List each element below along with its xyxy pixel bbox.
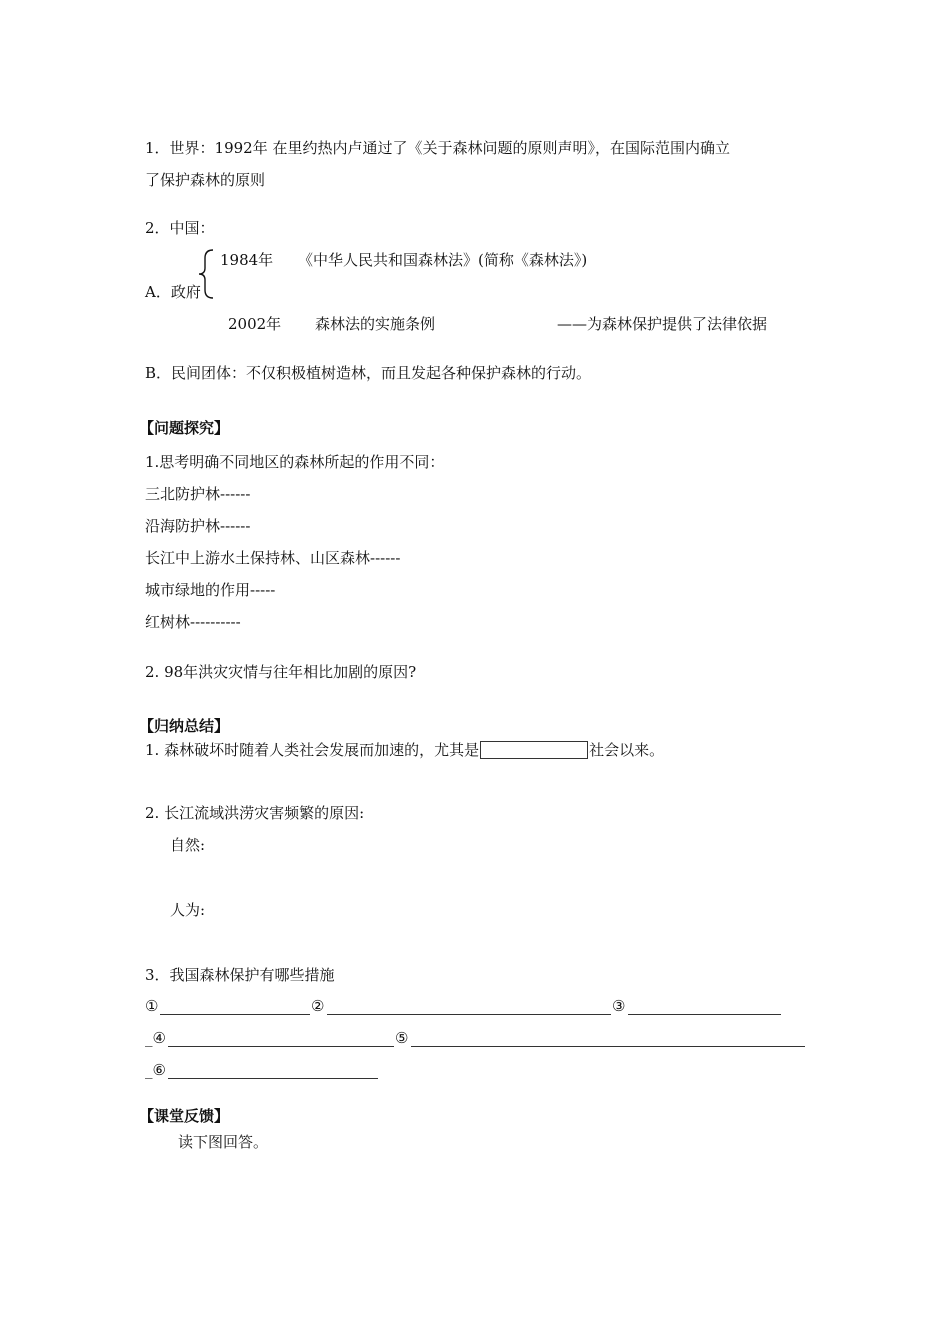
item2-china: 2．中国： (145, 219, 215, 237)
item1-line1: 1．世界：1992年 在里约热内卢通过了《关于森林问题的原则声明》，在国际范围内确立 (145, 139, 730, 157)
explore-q1: 1.思考明确不同地区的森林所起的作用不同： (145, 453, 445, 471)
explore-heading: 【问题探究】 (139, 419, 230, 437)
gov-row2-note: ——为森林保护提供了法律依据 (557, 315, 768, 333)
summary-s3: 3．我国森林保护有哪些措施 (145, 966, 335, 984)
summary-human: 人为: (170, 901, 206, 919)
feedback-heading: 【课堂反馈】 (139, 1107, 230, 1125)
summary-s2: 2. 长江流域洪涝灾害频繁的原因: (145, 804, 365, 822)
explore-item-urban: 城市绿地的作用----- (145, 581, 276, 599)
measure-1-line[interactable] (160, 1014, 310, 1015)
measure-1-marker: ① (145, 997, 159, 1015)
summary-s1 (145, 740, 664, 760)
measure-5-marker: ⑤ (395, 1029, 409, 1047)
answer-box[interactable] (480, 741, 588, 759)
measure-4-marker: _④ (145, 1029, 166, 1047)
measure-2-line[interactable] (327, 1014, 611, 1015)
gov-label: A．政府 (145, 283, 201, 301)
summary-natural: 自然: (170, 836, 206, 854)
measure-4-line[interactable] (168, 1046, 394, 1047)
explore-item-yangtze: 长江中上游水土保持林、山区森林------ (145, 549, 401, 567)
gov-row2-law: 森林法的实施条例 (315, 315, 436, 333)
summary-heading: 【归纳总结】 (139, 717, 230, 735)
explore-item-mangrove: 红树林---------- (145, 613, 241, 631)
summary-s1-after: 社会以来。 (589, 741, 665, 759)
gov-row1-law: 《中华人民共和国森林法》(简称《森林法》) (298, 251, 588, 269)
explore-q2: 2. 98年洪灾灾情与往年相比加剧的原因? (145, 663, 417, 681)
measure-3-marker: ③ (612, 997, 626, 1015)
feedback-text: 读下图回答。 (178, 1133, 269, 1151)
gov-row2-year: 2002年 (228, 315, 282, 333)
measure-6-line[interactable] (168, 1078, 378, 1079)
item1-line2: 了保护森林的原则 (145, 171, 266, 189)
measure-2-marker: ② (311, 997, 325, 1015)
explore-item-coastal: 沿海防护林------ (145, 517, 251, 535)
explore-item-sanbei: 三北防护林------ (145, 485, 251, 503)
gov-row1-year: 1984年 (220, 251, 274, 269)
measure-5-line[interactable] (411, 1046, 805, 1047)
item-b-civil: B．民间团体：不仅积极植树造林，而且发起各种保护森林的行动。 (145, 364, 592, 382)
measure-3-line[interactable] (628, 1014, 781, 1015)
measure-6-marker: _⑥ (145, 1061, 166, 1079)
summary-s1-before: 1. 森林破坏时随着人类社会发展而加速的，尤其是 (145, 741, 480, 759)
